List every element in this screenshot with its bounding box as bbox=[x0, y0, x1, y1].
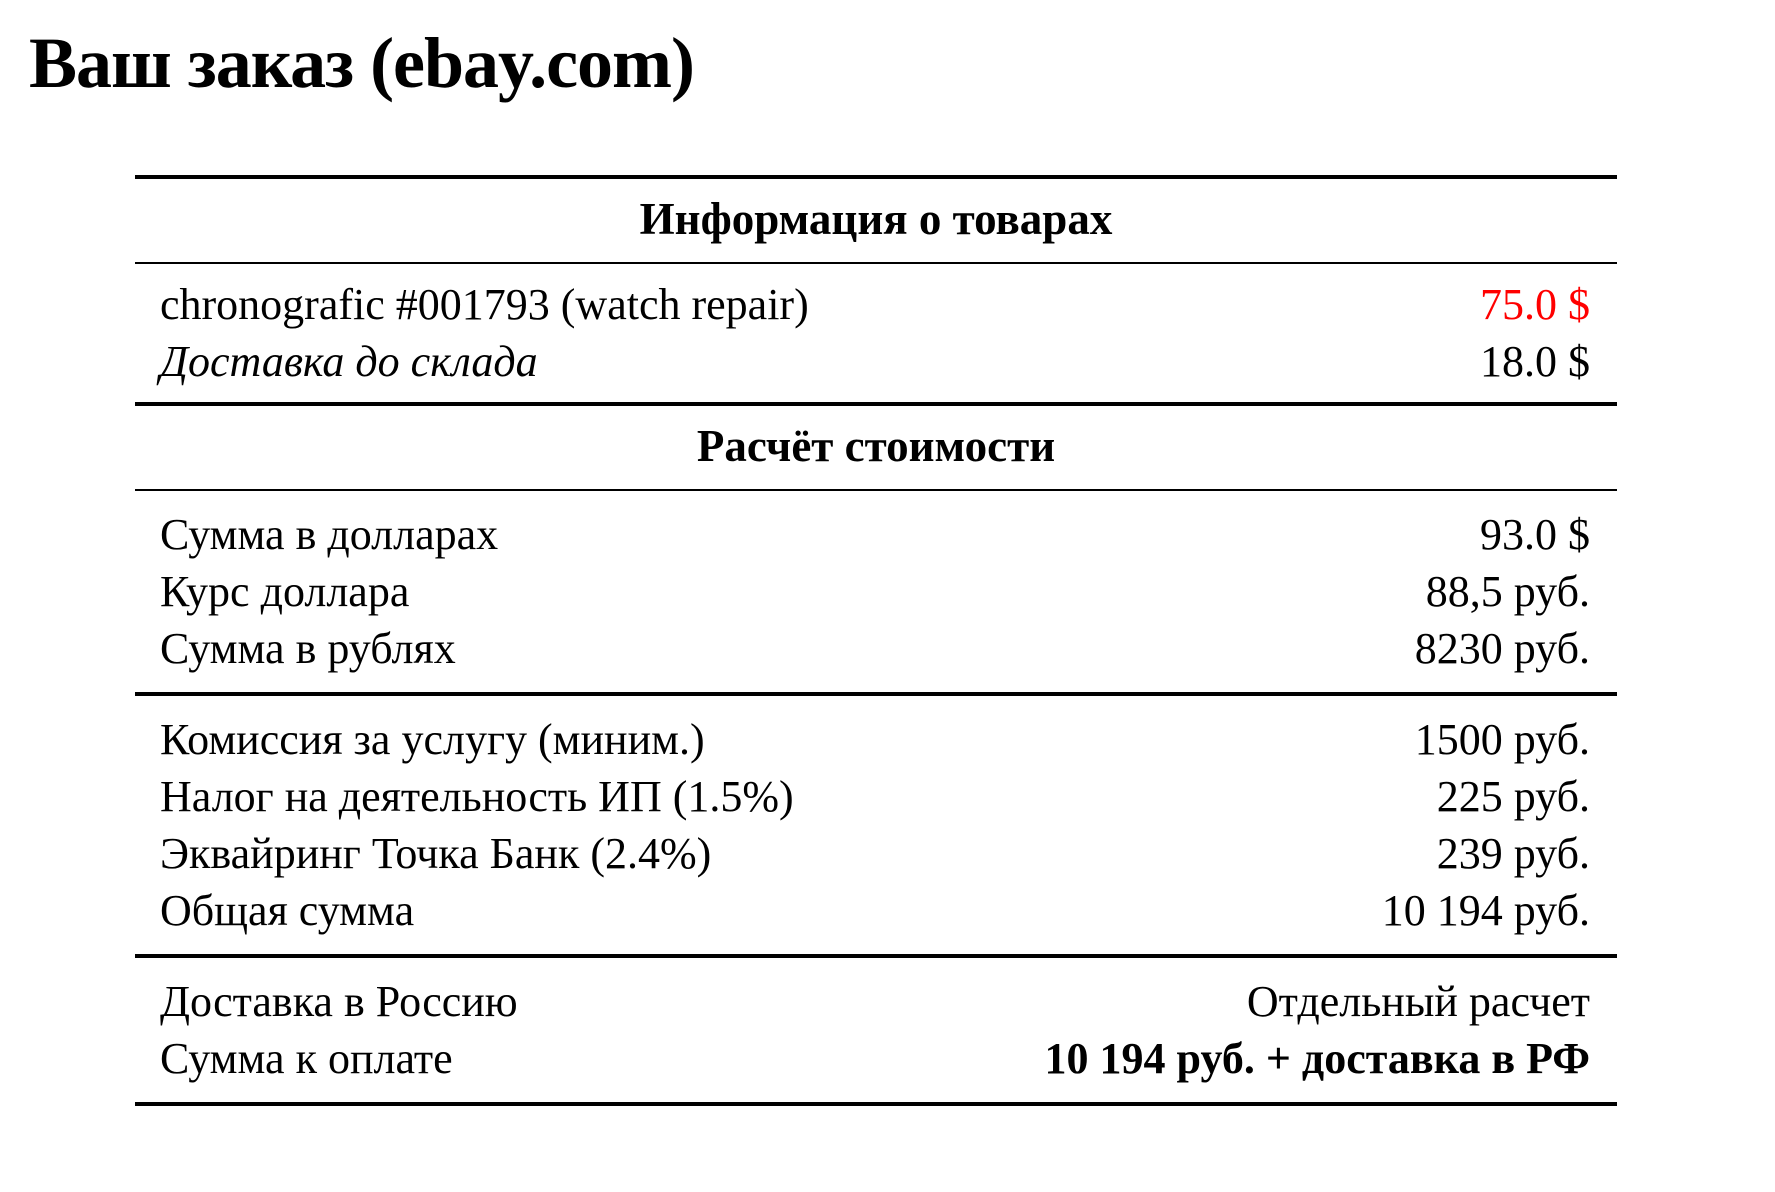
tax-label: Налог на деятельность ИП (1.5%) bbox=[160, 772, 794, 821]
usd-rate-value: 88,5 руб. bbox=[1425, 567, 1590, 616]
order-summary-table bbox=[135, 175, 1617, 1106]
tax-value: 225 руб. bbox=[1436, 772, 1590, 821]
sum-usd-value: 93.0 $ bbox=[1480, 510, 1590, 559]
delivery-to-warehouse-label: Доставка до склада bbox=[160, 337, 538, 386]
usd-rate-label: Курс доллара bbox=[160, 567, 410, 616]
sum-usd-label: Сумма в долларах bbox=[160, 510, 499, 559]
service-fee-label: Комиссия за услугу (миним.) bbox=[160, 715, 705, 764]
row-service-fee bbox=[160, 711, 1590, 768]
fees-rows bbox=[135, 696, 1617, 954]
acquiring-value: 239 руб. bbox=[1436, 829, 1590, 878]
item-label: chronografic #001793 (watch repair) bbox=[160, 280, 809, 329]
amount-due-value: 10 194 руб. + доставка в РФ bbox=[1044, 1034, 1590, 1083]
delivery-to-warehouse-price: 18.0 $ bbox=[1480, 337, 1590, 386]
page-title: Ваш заказ (ebay.com) bbox=[29, 23, 694, 103]
section-header-calculation: Расчёт стоимости bbox=[696, 421, 1056, 471]
sum-rub-value: 8230 руб. bbox=[1414, 624, 1590, 673]
row-item-price bbox=[160, 276, 1590, 333]
amount-due-label: Сумма к оплате bbox=[160, 1034, 453, 1083]
row-sum-rub bbox=[160, 620, 1590, 677]
row-amount-due bbox=[160, 1030, 1590, 1087]
section-header-products: Информация о товарах bbox=[639, 194, 1113, 244]
row-total bbox=[160, 882, 1590, 939]
products-rows bbox=[135, 264, 1617, 402]
delivery-russia-value: Отдельный расчет bbox=[1246, 977, 1590, 1026]
total-label: Общая сумма bbox=[160, 886, 415, 935]
acquiring-label: Эквайринг Точка Банк (2.4%) bbox=[160, 829, 712, 878]
row-delivery-to-warehouse bbox=[160, 333, 1590, 390]
service-fee-value: 1500 руб. bbox=[1414, 715, 1590, 764]
row-usd-rate bbox=[160, 563, 1590, 620]
rule-bottom bbox=[135, 1102, 1617, 1106]
total-value: 10 194 руб. bbox=[1381, 886, 1590, 935]
delivery-russia-label: Доставка в Россию bbox=[160, 977, 518, 1026]
row-delivery-russia bbox=[160, 973, 1590, 1030]
sum-rub-label: Сумма в рублях bbox=[160, 624, 456, 673]
row-tax bbox=[160, 768, 1590, 825]
amounts-rows bbox=[135, 491, 1617, 692]
row-sum-usd bbox=[160, 506, 1590, 563]
item-price: 75.0 $ bbox=[1480, 280, 1590, 329]
payment-rows bbox=[135, 958, 1617, 1102]
row-acquiring bbox=[160, 825, 1590, 882]
